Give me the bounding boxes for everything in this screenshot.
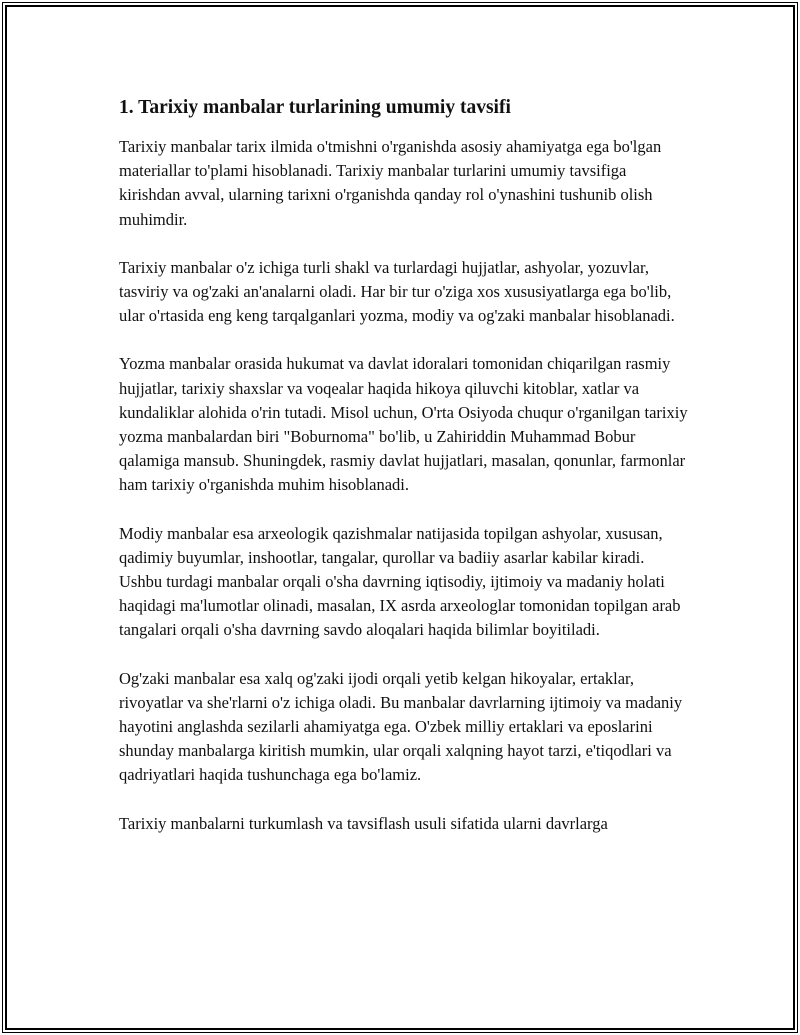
paragraph-6: Tarixiy manbalarni turkumlash va tavsiflash usuli sifatida ularni davrlarga <box>119 813 608 833</box>
paragraph-5: Og'zaki manbalar esa xalq og'zaki ijodi orqali yetib kelgan hikoyalar, ertaklar, rivoyatlar va she'rlarni o'z ichiga oladi. Bu manbalar davrlarning ijtimoiy va madaniy hayotini anglashda sezilarli ahamiyatga ega. O'zbek milliy ertaklari va eposlarini shunday manbalarga kiritish mumkin, ular orqali xalqning hayot tarzi, e'tiqodlari va qadriyatlari haqida tushunchaga ega bo'lamiz. <box>119 668 683 785</box>
paragraph-3: Yozma manbalar orasida hukumat va davlat idoralari tomonidan chiqarilgan rasmiy hujjatlar, tarixiy shaxslar va voqealar haqida hikoya qiluvchi kitoblar, xatlar va kundaliklar alohida o'rin tutadi. Misol uchun, O'rta Osiyoda chuqur o'rganilgan tarixiy yozma manbalardan biri "Boburnoma" bo'lib, u Zahiriddin Muhammad Bobur qalamiga mansub. Shuningdek, rasmiy davlat hujjatlari, masalan, qonunlar, farmonlar ham tarixiy o'rganishda muhim hisoblanadi. <box>119 354 688 495</box>
document-body <box>119 95 689 860</box>
document-page <box>5 5 795 1030</box>
paragraph-4: Modiy manbalar esa arxeologik qazishmalar natijasida topilgan ashyolar, xususan, qadimiy buyumlar, inshootlar, tangalar, qurollar va badiiy asarlar kabilar kiradi. Ushbu turdagi manbalar orqali o'sha davrning iqtisodiy, ijtimoiy va madaniy holati haqidagi ma'lumotlar olinadi, masalan, IX asrda arxeologlar tomonidan topilgan arab tangalari orqali o'sha davrning savdo aloqalari haqida bilimlar boyitiladi. <box>119 523 681 640</box>
section-heading: 1. Tarixiy manbalar turlarining umumiy tavsifi <box>119 97 511 118</box>
paragraph-1: Tarixiy manbalar tarix ilmida o'tmishni o'rganishda asosiy ahamiyatga ega bo'lgan materiallar to'plami hisoblanadi. Tarixiy manbalar turlarini umumiy tavsifiga kirishdan avval, ularning tarixni o'rganishda qanday rol o'ynashini tushunib olish muhimdir. <box>119 137 662 229</box>
paragraph-2: Tarixiy manbalar o'z ichiga turli shakl va turlardagi hujjatlar, ashyolar, yozuvlar, tasviriy va og'zaki an'analarni oladi. Har bir tur o'ziga xos xususiyatlarga ega bo'lib, ular o'rtasida eng keng tarqalganlari yozma, modiy va og'zaki manbalar hisoblanadi. <box>119 257 675 326</box>
